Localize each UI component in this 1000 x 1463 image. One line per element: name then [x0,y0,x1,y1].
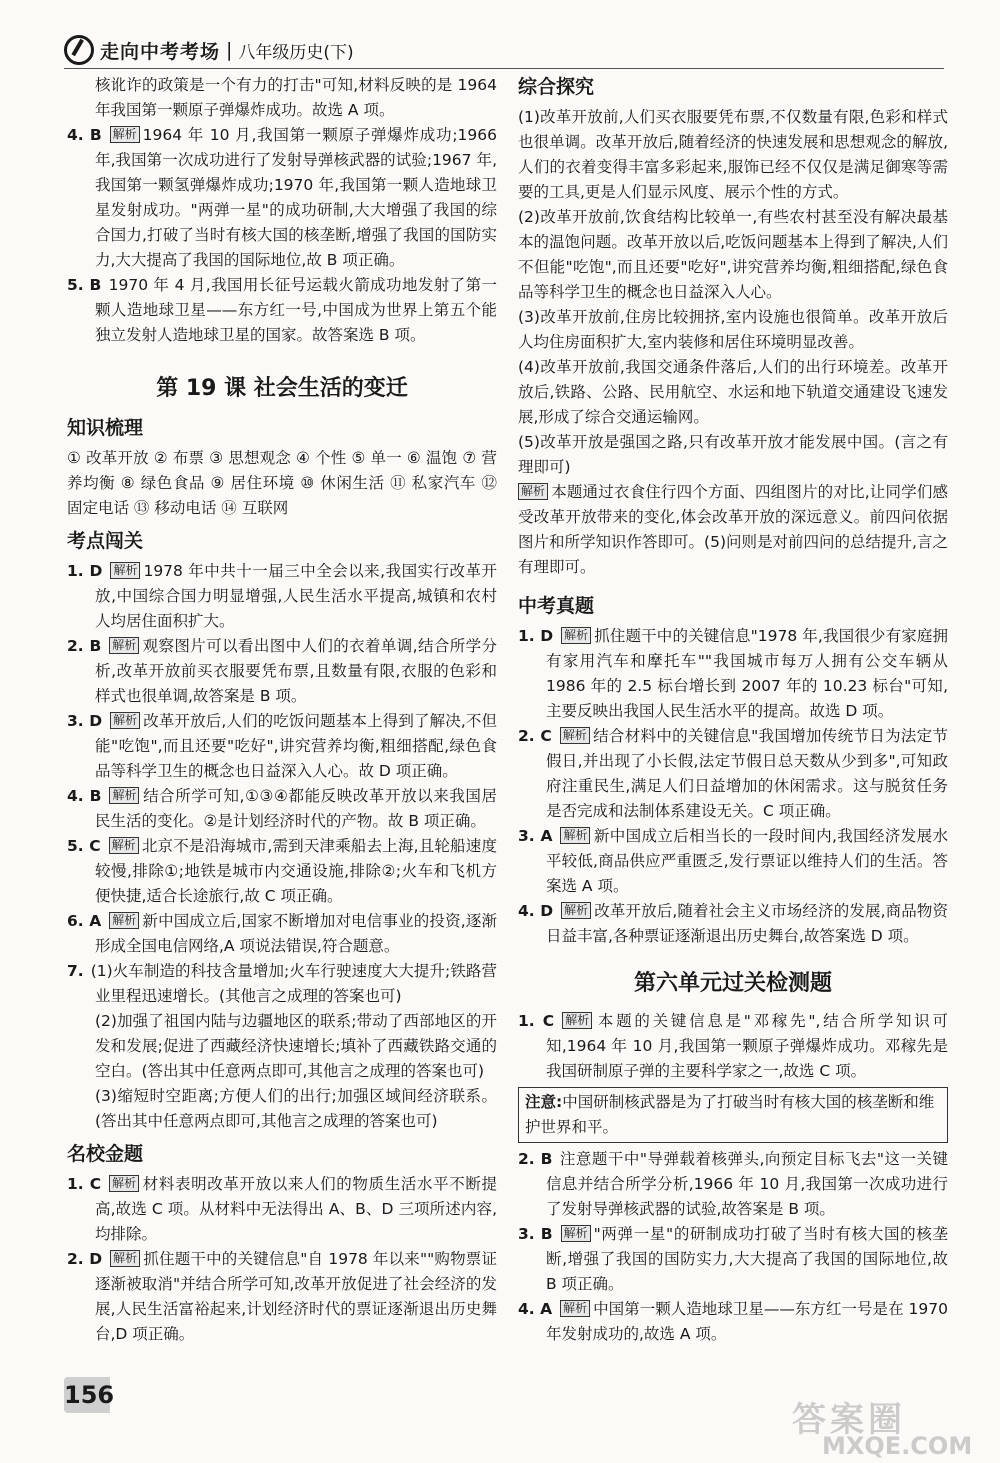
answer-item [518,1297,948,1347]
answer-item [518,1147,948,1222]
section-heading-kaodian: 考点闯关 [67,530,144,552]
answer-item [67,1172,497,1247]
answer-item [518,1009,948,1084]
answer-item [67,709,497,784]
answer-number: 1. C [67,1175,102,1193]
unit-list-a [518,1009,948,1084]
watermark [792,1392,992,1462]
answer-text: 新中国成立后,国家不断增加对电信事业的投资,逐渐形成全国电信网络,A 项说法错误,符合题意。 [95,912,497,955]
left-column [67,73,497,1347]
answer-item [518,624,948,724]
answer-text: 新中国成立后相当长的一段时间内,我国经济发展水平较低,商品供应严重匮乏,发行票证以维持人们的生活。答案选 A 项。 [546,827,948,895]
answer-text: 中国第一颗人造地球卫星——东方红一号是在 1970 年发射成功的,故选 A 项。 [546,1300,948,1343]
zonghe-para-5: (5)改革开放是强国之路,只有改革开放才能发展中国。(言之有理即可) [518,433,948,476]
answer-number: 4. A [518,1300,553,1318]
brand-logo-icon [64,35,94,65]
analysis-tag: 解析 [562,1012,592,1029]
answer-number: 5. B [67,276,102,294]
answer-item [518,824,948,899]
answer-number: 7. [67,962,84,980]
note-label: 注意: [525,1093,563,1111]
zonghe-analysis-text: 本题通过衣食住行四个方面、四组图片的对比,让同学们感受改革开放带来的变化,体会改革开放的深远意义。前四问依据图片和所学知识作答即可。(5)问则是对前四问的总结提升,言之有理即可。 [518,483,948,576]
answer-text: 1964 年 10 月,我国第一颗原子弹爆炸成功;1966 年,我国第一次成功进行了发射导弹核武器的试验;1967 年,我国第一颗氢弹爆炸成功;1970 年,我国第一颗人造地球卫星发射成功。"两弹一星"的成功研制,大大增强了我国的综合国力,打破了当时有核大国的核垄断,增强了我国的国防实力,大大提高了我国的国际地位,故 B 项正确。 [95,126,497,269]
answer-text: 本题的关键信息是"邓稼先",结合所学知识可知,1964 年 10 月,我国第一颗原子弹爆炸成功。邓稼先是我国研制原子弹的主要科学家之一,故选 C 项。 [546,1012,949,1080]
answer-number: 1. C [518,1012,555,1030]
answer-text: 改革开放后,随着社会主义市场经济的发展,商品物资日益丰富,各种票证逐渐退出历史舞台,故答案选 D 项。 [546,902,949,945]
analysis-tag: 解析 [518,483,548,500]
answer-number: 6. A [67,912,102,930]
answer-number: 2. B [67,637,102,655]
right-column [518,73,948,1347]
unit-test-title: 第六单元过关检测题 [633,971,832,996]
page-number: 156 [64,1377,110,1413]
answer-text: 1970 年 4 月,我国用长征号运载火箭成功地发射了第一颗人造地球卫星——东方红一号,中国成为世界上第五个能独立发射人造地球卫星的国家。故答案选 B 项。 [95,276,497,344]
prev-answers [67,123,497,348]
brand-name: 走向中考考场 [100,40,221,63]
analysis-tag: 解析 [561,1225,591,1242]
answer-number: 2. B [518,1150,553,1168]
answer-item [67,634,497,709]
section-heading-mingxiao: 名校金题 [67,1143,144,1165]
analysis-tag: 解析 [561,902,591,919]
zonghe-analysis [518,480,948,580]
section-heading-zhongkao: 中考真题 [518,595,595,617]
analysis-tag: 解析 [109,637,139,654]
answer-item [67,123,497,273]
lesson-title: 第 19 课 社会生活的变迁 [156,376,408,401]
analysis-tag: 解析 [109,787,139,804]
analysis-tag: 解析 [110,562,140,579]
answer-text: 北京不是沿海城市,需到天津乘船去上海,且轮船速度较慢,排除①;地铁是城市内交通设施,排除②;火车和飞机方便快捷,适合长途旅行,故 C 项正确。 [95,837,497,905]
kaodian-extra-2: (2)加强了祖国内陆与边疆地区的联系;带动了西部地区的开发和发展;促进了西藏经济快速增长;填补了西藏铁路交通的空白。(答出其中任意两点即可,其他言之成理的答案也可) [95,1012,497,1080]
answer-text: 注意题干中"导弹载着核弹头,向预定目标飞去"这一关键信息并结合所学分析,1966 年 10 月,我国第一次成功进行了发射导弹核武器的试验,故答案是 B 项。 [546,1150,948,1218]
answer-item [67,1247,497,1347]
analysis-tag: 解析 [109,912,139,929]
answer-item [67,834,497,909]
zhongkao-list [518,624,948,949]
intro-text: 核讹诈的政策是一个有力的打击"可知,材料反映的是 1964 年我国第一颗原子弹爆炸成功。故选 A 项。 [95,76,497,119]
book-subtitle: 八年级历史(下) [238,42,354,63]
unit-list-b [518,1147,948,1347]
answer-item [67,559,497,634]
page-header [64,33,354,67]
zonghe-para-1: (1)改革开放前,人们买衣服要凭布票,不仅数量有限,色彩和样式也很单调。改革开放后,随着经济的快速发展和思想观念的解放,人们的衣着变得丰富多彩起来,服饰已经不仅仅是满足御寒等需要的工具,更是人们显示风度、展示个性的方式。 [518,108,948,201]
analysis-tag: 解析 [110,1250,140,1267]
answer-item [67,273,497,348]
answer-number: 2. D [67,1250,103,1268]
answer-number: 3. A [518,827,553,845]
answer-number: 4. B [67,126,102,144]
answer-text: 改革开放后,人们的吃饭问题基本上得到了解决,不但能"吃饱",而且还要"吃好",讲究营养均衡,粗细搭配,绿色食品等科学卫生的概念也日益深入人心。故 D 项正确。 [95,712,498,780]
kaodian-extra-3: (3)缩短时空距离;方便人们的出行;加强区域间经济联系。(答出其中任意两点即可,其他言之成理的答案也可) [95,1087,497,1130]
answer-text: 结合所学可知,①③④都能反映改革开放以来我国居民生活的变化。②是计划经济时代的产物。故 B 项正确。 [95,787,497,830]
watermark-line1: 答案圈 [792,1400,906,1440]
answer-text: 结合材料中的关键信息"我国增加传统节日为法定节假日,并出现了小长假,法定节假日总天数从少到多",可知政府注重民生,满足人们日益增加的休闲需求。这与脱贫任务是否完成和法制体系建设无关。C 项正确。 [546,727,948,820]
answer-item [518,724,948,824]
analysis-tag: 解析 [110,126,140,143]
answer-number: 2. C [518,727,552,745]
answer-item [67,784,497,834]
analysis-tag: 解析 [110,712,140,729]
answer-number: 3. B [518,1225,553,1243]
answer-number: 4. B [67,787,102,805]
kaodian-list [67,559,497,1009]
analysis-tag: 解析 [109,837,139,854]
answer-number: 1. D [67,562,103,580]
answer-number: 4. D [518,902,554,920]
note-text: 中国研制核武器是为了打破当时有核大国的核垄断和维护世界和平。 [525,1093,935,1136]
answer-text: 1978 年中共十一届三中全会以来,我国实行改革开放,中国综合国力明显增强,人民生活水平提高,城镇和农村人均居住面积扩大。 [95,562,498,630]
watermark-line2: MXQE.COM [822,1432,973,1460]
answer-number: 5. C [67,837,101,855]
answer-item [518,899,948,949]
answer-item [67,959,497,1009]
knowledge-text: ① 改革开放 ② 布票 ③ 思想观念 ④ 个性 ⑤ 单一 ⑥ 温饱 ⑦ 营养均衡 ⑧ 绿色食品 ⑨ 居住环境 ⑩ 休闲生活 ⑪ 私家汽车 ⑫ 固定电话 ⑬ 移动电话 ⑭ 互联网 [67,449,497,517]
answer-item [67,909,497,959]
answer-number: 1. D [518,627,554,645]
note-box [518,1087,948,1143]
answer-text: 抓住题干中的关键信息"1978 年,我国很少有家庭拥有家用汽车和摩托车""我国城市每万人拥有公交车辆从 1986 年的 2.5 标台增长到 2007 年的 10.23 标台"可知,主要反映出我国人民生活水平的提高。故选 D 项。 [546,627,948,720]
answer-text: "两弹一星"的研制成功打破了当时有核大国的核垄断,增强了我国的国防实力,大大提高了我国的国际地位,故 B 项正确。 [546,1225,949,1293]
answer-number: 3. D [67,712,103,730]
section-heading-zonghe: 综合探究 [518,76,595,98]
zonghe-para-2: (2)改革开放前,饮食结构比较单一,有些农村甚至没有解决最基本的温饱问题。改革开放以后,吃饭问题基本上得到了解决,人们不但能"吃饱",而且还要"吃好",讲究营养均衡,粗细搭配,绿色食品等科学卫生的概念也日益深入人心。 [518,208,948,301]
answer-text: 材料表明改革开放以来人们的物质生活水平不断提高,故选 C 项。从材料中无法得出 A、B、D 三项所述内容,均排除。 [95,1175,497,1243]
zonghe-para-3: (3)改革开放前,住房比较拥挤,室内设施也很简单。改革开放后人均住房面积扩大,室内装修和居住环境明显改善。 [518,308,948,351]
section-heading-knowledge: 知识梳理 [67,417,144,439]
analysis-tag: 解析 [560,1300,590,1317]
header-separator: | [226,39,233,61]
zonghe-para-4: (4)改革开放前,我国交通条件落后,人们的出行环境差。改革开放后,铁路、公路、民用航空、水运和地下轨道交通建设飞速发展,形成了综合交通运输网。 [518,358,948,426]
answer-text: 观察图片可以看出图中人们的衣着单调,结合所学分析,改革开放前买衣服要凭布票,且数量有限,衣服的色彩和样式也很单调,故答案是 B 项。 [95,637,497,705]
analysis-tag: 解析 [561,627,591,644]
answer-text: 抓住题干中的关键信息"自 1978 年以来""购物票证逐渐被取消"并结合所学可知,改革开放促进了社会经济的发展,人民生活富裕起来,计划经济时代的票证逐渐退出历史舞台,D 项正确。 [95,1250,497,1343]
answer-text: (1)火车制造的科技含量增加;火车行驶速度大大提升;铁路营业里程迅速增长。(其他言之成理的答案也可) [90,962,497,1005]
mingxiao-list [67,1172,497,1347]
analysis-tag: 解析 [109,1175,139,1192]
answer-item [518,1222,948,1297]
analysis-tag: 解析 [560,827,590,844]
analysis-tag: 解析 [560,727,590,744]
header-rule [64,68,944,69]
